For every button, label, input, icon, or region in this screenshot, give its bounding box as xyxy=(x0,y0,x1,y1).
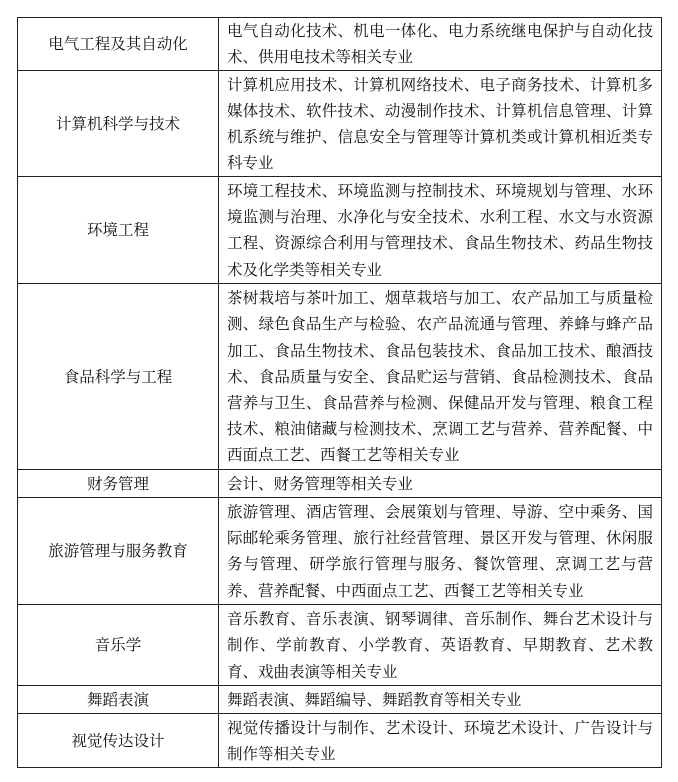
major-name: 环境工程 xyxy=(18,177,219,284)
related-majors: 旅游管理、酒店管理、会展策划与管理、导游、空中乘务、国际邮轮乘务管理、旅行社经营管理、景区开发与管理、休闲服务与管理、研学旅行管理与服务、餐饮管理、烹调工艺与营养、营养配餐、中西面点工艺、西餐工艺等相关专业 xyxy=(219,498,662,605)
table-row xyxy=(18,71,662,177)
related-majors: 会计、财务管理等相关专业 xyxy=(219,470,662,498)
related-majors: 环境工程技术、环境监测与控制技术、环境规划与管理、水环境监测与治理、水净化与安全技术、水利工程、水文与水资源工程、资源综合利用与管理技术、食品生物技术、药品生物技术及化学类等相关专业 xyxy=(219,177,662,284)
table-row xyxy=(18,177,662,284)
related-majors: 电气自动化技术、机电一体化、电力系统继电保护与自动化技术、供用电技术等相关专业 xyxy=(219,18,662,71)
major-name: 旅游管理与服务教育 xyxy=(18,498,219,605)
related-majors: 视觉传播设计与制作、艺术设计、环境艺术设计、广告设计与制作等相关专业 xyxy=(219,714,662,768)
major-name: 视觉传达设计 xyxy=(18,714,219,768)
table-row xyxy=(18,686,662,714)
major-name: 食品科学与工程 xyxy=(18,284,219,470)
table-row xyxy=(18,714,662,768)
major-name: 计算机科学与技术 xyxy=(18,71,219,177)
related-majors: 舞蹈表演、舞蹈编导、舞蹈教育等相关专业 xyxy=(219,686,662,714)
major-name: 舞蹈表演 xyxy=(18,686,219,714)
table-row xyxy=(18,498,662,605)
related-majors: 计算机应用技术、计算机网络技术、电子商务技术、计算机多媒体技术、软件技术、动漫制作技术、计算机信息管理、计算机系统与维护、信息安全与管理等计算机类或计算机相近类专科专业 xyxy=(219,71,662,177)
table-row xyxy=(18,18,662,71)
table-row xyxy=(18,605,662,686)
table-row xyxy=(18,284,662,470)
table-row xyxy=(18,470,662,498)
major-name: 财务管理 xyxy=(18,470,219,498)
major-mapping-table xyxy=(17,17,662,768)
related-majors: 音乐教育、音乐表演、钢琴调律、音乐制作、舞台艺术设计与制作、学前教育、小学教育、英语教育、早期教育、艺术教育、戏曲表演等相关专业 xyxy=(219,605,662,686)
major-name: 电气工程及其自动化 xyxy=(18,18,219,71)
major-name: 音乐学 xyxy=(18,605,219,686)
related-majors: 茶树栽培与茶叶加工、烟草栽培与加工、农产品加工与质量检测、绿色食品生产与检验、农产品流通与管理、养蜂与蜂产品加工、食品生物技术、食品包装技术、食品加工技术、酿酒技术、食品质量与安全、食品贮运与营销、食品检测技术、食品营养与卫生、食品营养与检测、保健品开发与管理、粮食工程技术、粮油储藏与检测技术、烹调工艺与营养、营养配餐、中西面点工艺、西餐工艺等相关专业 xyxy=(219,284,662,470)
